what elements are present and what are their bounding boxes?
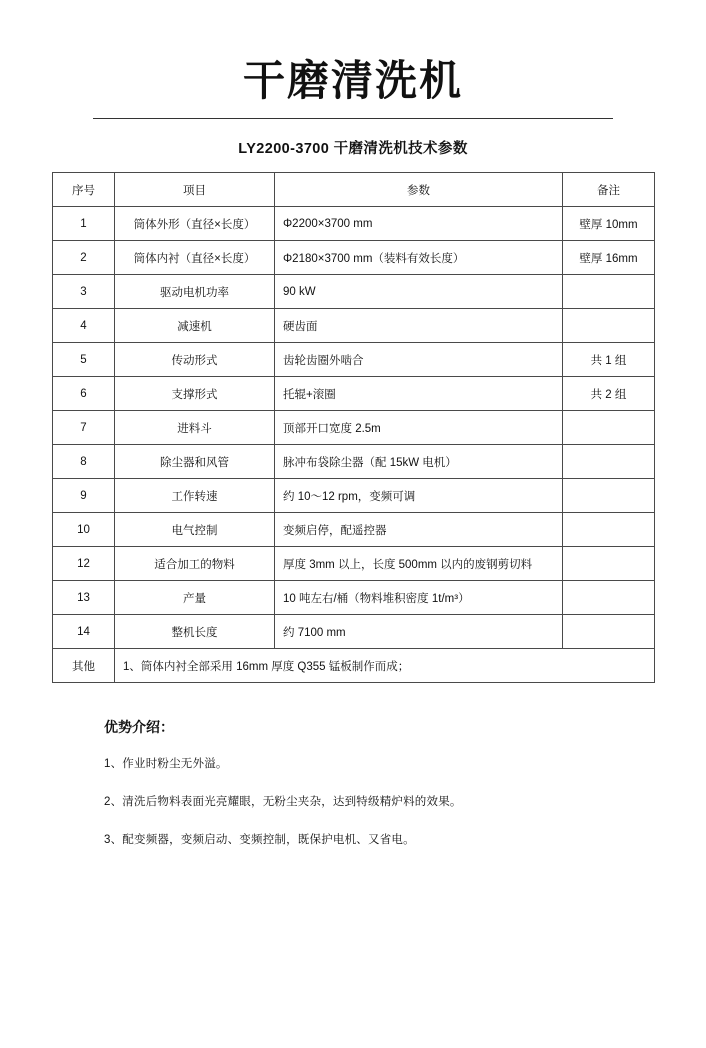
cell-item: 进料斗 xyxy=(115,411,275,445)
table-header-row xyxy=(53,173,655,207)
table-row xyxy=(53,581,655,615)
cell-param: Φ2180×3700 mm（装料有效长度） xyxy=(275,241,563,275)
cell-other-text: 1、筒体内衬全部采用 16mm 厚度 Q355 锰板制作而成； xyxy=(115,649,655,683)
table-row xyxy=(53,411,655,445)
cell-item: 适合加工的物料 xyxy=(115,547,275,581)
cell-no: 8 xyxy=(53,445,115,479)
cell-item: 筒体内衬（直径×长度） xyxy=(115,241,275,275)
table-row xyxy=(53,275,655,309)
table-row xyxy=(53,547,655,581)
cell-no: 5 xyxy=(53,343,115,377)
cell-no: 4 xyxy=(53,309,115,343)
cell-note xyxy=(563,445,655,479)
cell-note xyxy=(563,547,655,581)
document-subtitle: LY2200-3700 干磨清洗机技术参数 xyxy=(238,141,468,157)
title-divider xyxy=(93,118,613,119)
cell-param: 10 吨左右/桶（物料堆积密度 1t/m³） xyxy=(275,581,563,615)
cell-no: 10 xyxy=(53,513,115,547)
table-row xyxy=(53,241,655,275)
cell-note: 壁厚 16mm xyxy=(563,241,655,275)
cell-no: 9 xyxy=(53,479,115,513)
cell-no: 14 xyxy=(53,615,115,649)
table-row xyxy=(53,513,655,547)
cell-note xyxy=(563,581,655,615)
spec-table xyxy=(52,172,655,683)
table-body xyxy=(53,207,655,683)
advantages-list xyxy=(104,755,654,847)
cell-param: 90 kW xyxy=(275,275,563,309)
table-row-other xyxy=(53,649,655,683)
cell-note xyxy=(563,275,655,309)
advantages-title: 优势介绍： xyxy=(104,719,174,735)
table-row xyxy=(53,445,655,479)
cell-note: 壁厚 10mm xyxy=(563,207,655,241)
column-header-note: 备注 xyxy=(563,173,655,207)
cell-note xyxy=(563,615,655,649)
page-title: 干磨清洗机 xyxy=(242,59,463,105)
cell-param: 托辊+滚圈 xyxy=(275,377,563,411)
cell-item: 传动形式 xyxy=(115,343,275,377)
cell-param: 约 10～12 rpm，变频可调 xyxy=(275,479,563,513)
table-head xyxy=(53,173,655,207)
cell-note xyxy=(563,411,655,445)
cell-item: 支撑形式 xyxy=(115,377,275,411)
cell-no: 2 xyxy=(53,241,115,275)
cell-no: 1 xyxy=(53,207,115,241)
list-item: 1、作业时粉尘无外溢。 xyxy=(104,758,228,770)
cell-param: Φ2200×3700 mm xyxy=(275,207,563,241)
list-item: 3、配变频器，变频启动、变频控制，既保护电机、又省电。 xyxy=(104,834,415,846)
cell-param: 齿轮齿圈外啮合 xyxy=(275,343,563,377)
cell-other-label: 其他 xyxy=(53,649,115,683)
cell-item: 整机长度 xyxy=(115,615,275,649)
cell-item: 筒体外形（直径×长度） xyxy=(115,207,275,241)
cell-param: 硬齿面 xyxy=(275,309,563,343)
cell-note xyxy=(563,513,655,547)
list-item: 2、清洗后物料表面光亮耀眼，无粉尘夹杂，达到特级精炉料的效果。 xyxy=(104,796,462,808)
table-row xyxy=(53,207,655,241)
cell-no: 3 xyxy=(53,275,115,309)
column-header-no: 序号 xyxy=(53,173,115,207)
table-row xyxy=(53,479,655,513)
document-page xyxy=(0,48,706,1048)
cell-no: 6 xyxy=(53,377,115,411)
cell-item: 驱动电机功率 xyxy=(115,275,275,309)
table-row xyxy=(53,615,655,649)
table-row xyxy=(53,377,655,411)
cell-note xyxy=(563,479,655,513)
cell-item: 电气控制 xyxy=(115,513,275,547)
cell-no: 13 xyxy=(53,581,115,615)
cell-param: 顶部开口宽度 2.5m xyxy=(275,411,563,445)
column-header-param: 参数 xyxy=(275,173,563,207)
cell-item: 产量 xyxy=(115,581,275,615)
cell-param: 脉冲布袋除尘器（配 15kW 电机） xyxy=(275,445,563,479)
cell-item: 工作转速 xyxy=(115,479,275,513)
cell-item: 除尘器和风管 xyxy=(115,445,275,479)
cell-note: 共 1 组 xyxy=(563,343,655,377)
cell-item: 减速机 xyxy=(115,309,275,343)
cell-note xyxy=(563,309,655,343)
cell-param: 约 7100 mm xyxy=(275,615,563,649)
cell-no: 12 xyxy=(53,547,115,581)
cell-note: 共 2 组 xyxy=(563,377,655,411)
column-header-item: 项目 xyxy=(115,173,275,207)
cell-no: 7 xyxy=(53,411,115,445)
cell-param: 变频启停，配遥控器 xyxy=(275,513,563,547)
table-row xyxy=(53,309,655,343)
cell-param: 厚度 3mm 以上，长度 500mm 以内的废钢剪切料 xyxy=(275,547,563,581)
table-row xyxy=(53,343,655,377)
